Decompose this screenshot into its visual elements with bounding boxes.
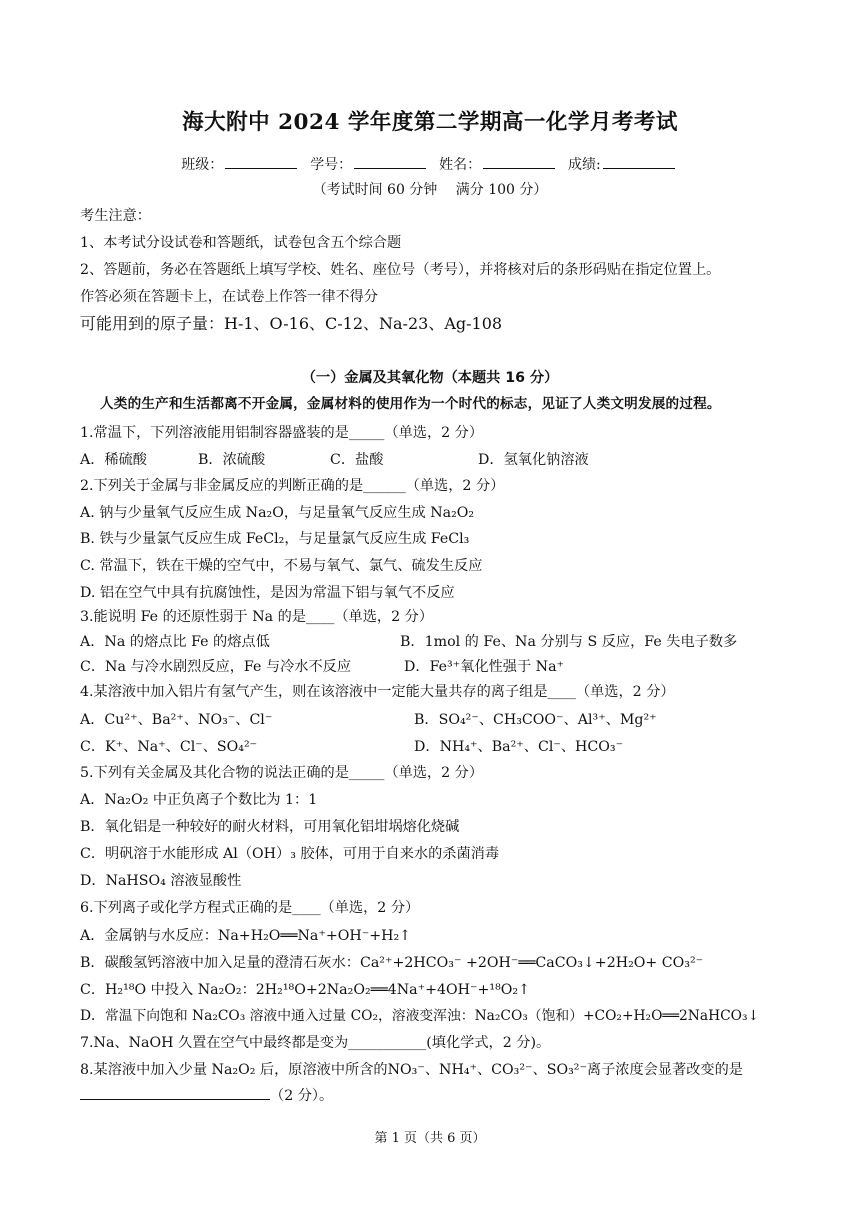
section-intro: 人类的生产和生活都离不开金属，金属材料的使用作为一个时代的标志，见证了人类文明发展的过程。	[100, 396, 721, 412]
q5-option-a: A．Na₂O₂ 中正负离子个数比为 1：1	[80, 792, 318, 808]
q5-option-b: B．氧化铝是一种较好的耐火材料，可用氧化铝坩埚熔化烧碱	[80, 819, 460, 835]
q2-option-b: B. 铁与少量氯气反应生成 FeCl₂，与足量氯气反应生成 FeCl₃	[80, 531, 470, 547]
exam-title: 海大附中 2024 学年度第二学期高一化学月考考试	[182, 110, 678, 135]
q6-option-c: C．H₂¹⁸O 中投入 Na₂O₂：2H₂¹⁸O+2Na₂O₂══4Na⁺+4OH⁻+¹⁸O₂↑	[80, 982, 530, 998]
q1-stem: 1.常温下，下列溶液能用铝制容器盛装的是_____（单选，2 分）	[80, 425, 484, 441]
q4-option-a: A．Cu²⁺、Ba²⁺、NO₃⁻、Cl⁻	[80, 712, 273, 728]
q6-option-b: B．碳酸氢钙溶液中加入足量的澄清石灰水：Ca²⁺+2HCO₃⁻ +2OH⁻══CaCO₃↓+2H₂O+ CO₃²⁻	[80, 955, 704, 971]
page-footer: 第 1 页（共 6 页）	[374, 1131, 486, 1146]
student-id-label: 学号：	[310, 157, 353, 173]
name-label: 姓名：	[439, 157, 482, 173]
q6-option-d: D．常温下向饱和 Na₂CO₃ 溶液中通入过量 CO₂，溶液变浑浊：Na₂CO₃（饱和）+CO₂+H₂O══2NaHCO₃↓	[80, 1008, 760, 1024]
q4-option-d: D．NH₄⁺、Ba²⁺、Cl⁻、HCO₃⁻	[414, 739, 624, 755]
q5-option-d: D．NaHSO₄ 溶液显酸性	[80, 873, 242, 889]
q2-option-a: A. 钠与少量氧气反应生成 Na₂O，与足量氧气反应生成 Na₂O₂	[80, 505, 475, 521]
q7-stem: 7.Na、NaOH 久置在空气中最终都是变为___________(填化学式，2 分)。	[80, 1035, 551, 1051]
q2-option-c: C. 常温下，铁在干燥的空气中，不易与氧气、氯气、硫发生反应	[80, 558, 483, 574]
q6-stem: 6.下列离子或化学方程式正确的是____（单选，2 分）	[80, 900, 420, 916]
notice-item-1: 1、本考试分设试卷和答题纸，试卷包含五个综合题	[80, 235, 402, 251]
student-id-blank[interactable]	[354, 154, 426, 169]
score-blank[interactable]	[603, 154, 675, 169]
notice-item-3: 作答必须在答题卡上，在试卷上作答一律不得分	[80, 289, 378, 305]
student-info-row	[0, 154, 860, 176]
q3-option-d: D．Fe³⁺氧化性强于 Na⁺	[404, 659, 565, 675]
q5-option-c: C．明矾溶于水能形成 Al（OH）₃ 胶体，可用于自来水的杀菌消毒	[80, 846, 500, 862]
exam-time-info: （考试时间 60 分钟 满分 100 分）	[312, 182, 548, 198]
q4-stem: 4.某溶液中加入铝片有氢气产生，则在该溶液中一定能大量共存的离子组是____（单选，2 分）	[80, 684, 675, 700]
q4-option-c: C．K⁺、Na⁺、Cl⁻、SO₄²⁻	[80, 739, 258, 755]
q8-stem-cont: （2 分）。	[270, 1088, 334, 1104]
notice-heading: 考生注意：	[80, 208, 151, 224]
q8-stem: 8.某溶液中加入少量 Na₂O₂ 后，原溶液中所含的NO₃⁻、NH₄⁺、CO₃²⁻、SO₃²⁻离子浓度会显著改变的是	[80, 1062, 743, 1078]
q4-option-b: B．SO₄²⁻、CH₃COO⁻、Al³⁺、Mg²⁺	[414, 712, 657, 728]
q5-stem: 5.下列有关金属及其化合物的说法正确的是_____（单选，2 分）	[80, 765, 484, 781]
q1-option-d: D．氢氧化钠溶液	[478, 452, 589, 468]
name-blank[interactable]	[483, 154, 555, 169]
q1-option-c: C．盐酸	[330, 452, 384, 468]
q6-option-a: A．金属钠与水反应：Na+H₂O══Na⁺+OH⁻+H₂↑	[80, 928, 412, 944]
q8-answer-row	[80, 1085, 333, 1107]
q1-option-b: B．浓硫酸	[198, 452, 266, 468]
class-blank[interactable]	[225, 154, 297, 169]
q8-answer-blank[interactable]	[80, 1085, 270, 1100]
class-label: 班级：	[181, 157, 224, 173]
atomic-masses: 可能用到的原子量：H-1、O-16、C-12、Na-23、Ag-108	[80, 314, 503, 333]
q1-option-a: A．稀硫酸	[80, 452, 147, 468]
q2-option-d: D. 铝在空气中具有抗腐蚀性，是因为常温下铝与氧气不反应	[80, 585, 455, 601]
score-label: 成绩:	[568, 157, 601, 173]
q2-stem: 2.下列关于金属与非金属反应的判断正确的是______（单选，2 分）	[80, 478, 505, 494]
section-title: （一）金属及其氧化物（本题共 16 分）	[301, 370, 559, 386]
q3-option-a: A．Na 的熔点比 Fe 的熔点低	[80, 634, 270, 650]
q3-option-c: C．Na 与冷水剧烈反应，Fe 与冷水不反应	[80, 659, 352, 675]
notice-item-2: 2、答题前，务必在答题纸上填写学校、姓名、座位号（考号），并将核对后的条形码贴在指定位置上。	[80, 262, 721, 278]
q3-option-b: B．1mol 的 Fe、Na 分别与 S 反应，Fe 失电子数多	[400, 634, 738, 650]
q3-stem: 3.能说明 Fe 的还原性弱于 Na 的是____（单选，2 分）	[80, 609, 434, 625]
